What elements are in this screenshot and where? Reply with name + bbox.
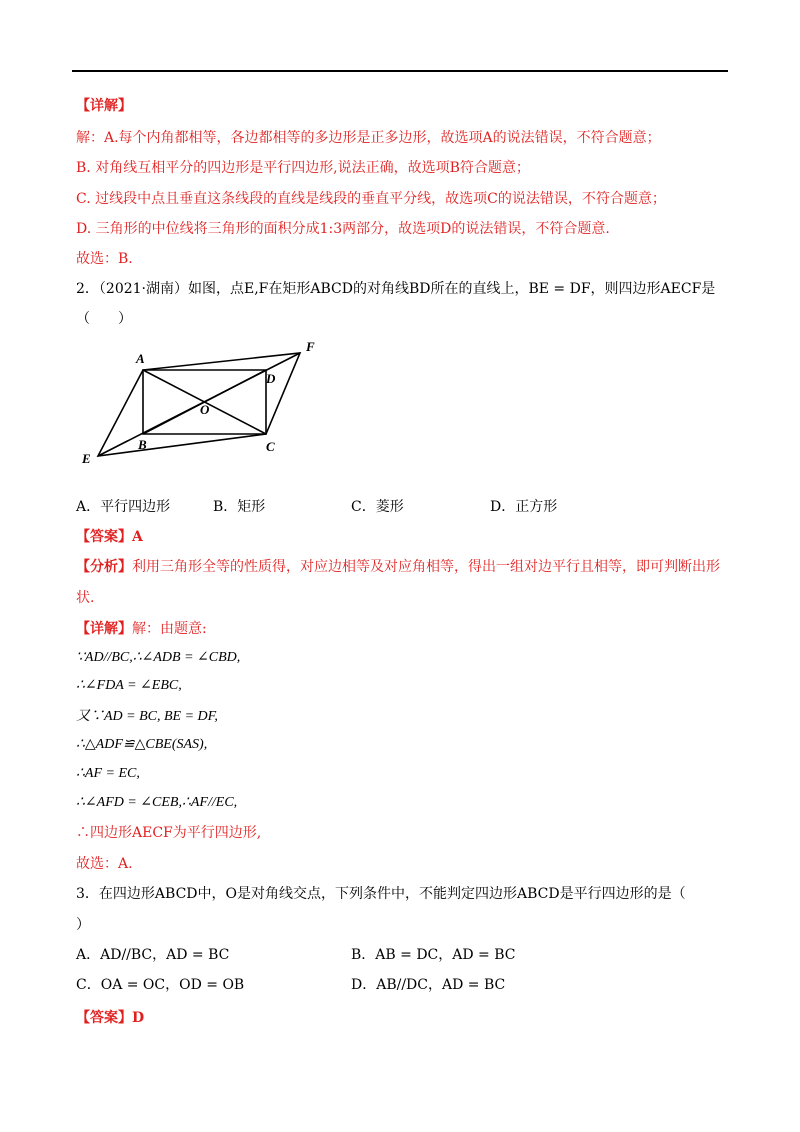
q2-analysis: [76, 557, 720, 577]
q1-detail-header: 【详解】: [76, 98, 132, 114]
q3-stem-line-2: ）: [76, 917, 90, 933]
label-d: D: [266, 371, 276, 386]
q2-option-b[interactable]: B．矩形: [213, 499, 266, 515]
q2-stem-line-1: 2．（2021·湖南）如图，点E,F在矩形ABCD的对角线BD所在的直线上，BE = DF，则四边形AECF是: [76, 281, 716, 297]
q1-solution-line-4: D. 三角形的中位线将三角形的面积分成1:3两部分，故选项D的说法错误，不符合题意.: [76, 221, 610, 237]
q2-step-2: ∴∠FDA = ∠EBC,: [76, 678, 182, 693]
q3-answer-tag: 【答案】: [76, 1010, 132, 1026]
label-e: E: [82, 451, 91, 465]
q2-step-3: 又∵AD = BC, BE = DF,: [76, 709, 218, 724]
q3-option-a[interactable]: A．AD//BC，AD = BC: [76, 947, 230, 963]
q3-stem-line-1: 3．在四边形ABCD中，O是对角线交点，下列条件中，不能判定四边形ABCD是平行四边形的是（: [76, 886, 686, 902]
q2-stem-line-2: （ ）: [76, 311, 132, 327]
q3-answer: [76, 1008, 144, 1028]
q1-solution-line-3: C. 过线段中点且垂直这条线段的直线是线段的垂直平分线，故选项C的说法错误，不符合题意；: [76, 191, 666, 207]
q3-option-c[interactable]: C．OA = OC，OD = OB: [76, 977, 245, 993]
q2-step-4: ∴△ADF≌△CBE(SAS),: [76, 737, 208, 752]
q1-answer-line: 故选：B.: [76, 251, 133, 267]
q2-step-7: ∴四边形AECF为平行四边形,: [76, 825, 262, 841]
label-c: C: [266, 439, 275, 454]
q2-option-c[interactable]: C．菱形: [351, 499, 404, 515]
q2-answer-value: A: [132, 529, 143, 545]
q2-figure-parallelogram: [76, 335, 336, 465]
q2-option-a[interactable]: A．平行四边形: [76, 499, 171, 515]
label-b: B: [138, 437, 147, 452]
header-rule: [72, 70, 728, 72]
q2-answer-tag: 【答案】: [76, 529, 132, 545]
q2-detail-intro: 解：由题意:: [132, 621, 207, 637]
q2-step-5: ∴AF = EC,: [76, 766, 140, 781]
label-o: O: [200, 402, 210, 417]
q2-analysis-line-2: 状.: [76, 590, 95, 606]
q2-detail: [76, 619, 207, 639]
q3-option-d[interactable]: D．AB//DC，AD = BC: [351, 977, 506, 993]
q2-detail-tag: 【详解】: [76, 621, 132, 637]
q3-answer-value: D: [132, 1010, 145, 1026]
q2-answer: [76, 527, 143, 547]
q2-conclusion: 故选：A.: [76, 856, 133, 872]
q3-option-b[interactable]: B．AB = DC，AD = BC: [351, 947, 516, 963]
q2-option-d[interactable]: D．正方形: [490, 499, 558, 515]
label-f: F: [306, 339, 315, 354]
q1-solution-line-1: 解：A.每个内角都相等，各边都相等的多边形是正多边形，故选项A的说法错误，不符合题意；: [76, 130, 661, 146]
q1-solution-line-2: B. 对角线互相平分的四边形是平行四边形,说法正确，故选项B符合题意；: [76, 160, 530, 176]
q2-step-1: ∵AD//BC,∴∠ADB = ∠CBD,: [76, 650, 241, 665]
q2-analysis-tag: 【分析】: [76, 559, 132, 575]
label-a: A: [136, 351, 145, 366]
q2-analysis-line-1: 利用三角形全等的性质得，对应边相等及对应角相等，得出一组对边平行且相等，即可判断出形: [132, 559, 720, 575]
q2-step-6: ∴∠AFD = ∠CEB,∴AF//EC,: [76, 795, 238, 810]
